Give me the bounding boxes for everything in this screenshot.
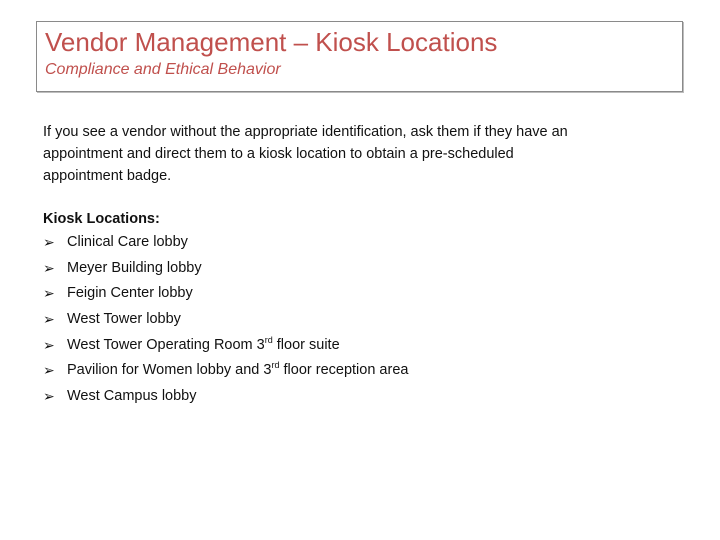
title-box [36,21,683,92]
list-item [43,231,408,257]
list-item-label: West Tower lobby [67,311,181,328]
list-item-label: Feigin Center lobby [67,285,193,302]
list-item-label-main: Pavilion for Women lobby and 3 [67,362,272,379]
ordinal-suffix: rd [271,360,280,371]
list-item-label: West Campus lobby [67,388,197,405]
intro-paragraph [43,121,683,187]
intro-line: appointment and direct them to a kiosk location to obtain a pre-scheduled [43,146,514,162]
kiosk-locations-heading: Kiosk Locations: [43,211,160,227]
arrow-bullet-icon: ➢ [43,336,55,353]
list-item-label [67,334,340,356]
list-item [43,334,408,360]
intro-line: appointment badge. [43,168,172,184]
list-item-label-rest: floor reception area [279,362,409,379]
arrow-bullet-icon: ➢ [43,285,55,302]
list-item-label: Clinical Care lobby [67,234,188,250]
arrow-bullet-icon: ➢ [43,311,55,328]
slide-title: Vendor Management – Kiosk Locations [45,27,498,57]
list-item-label-main: West Tower Operating Room 3 [67,336,265,353]
ordinal-suffix: rd [264,334,273,345]
list-item [43,257,408,283]
list-item-label-rest: floor suite [272,336,340,353]
kiosk-locations-list [43,231,408,411]
arrow-bullet-icon: ➢ [43,234,55,250]
list-item [43,359,408,385]
list-item [43,308,408,334]
arrow-bullet-icon: ➢ [43,388,55,405]
list-item [43,282,408,308]
slide-subtitle: Compliance and Ethical Behavior [45,61,281,78]
arrow-bullet-icon: ➢ [43,259,55,276]
intro-line: If you see a vendor without the appropriate identification, ask them if they have an [43,124,568,140]
list-item-label [67,359,408,381]
list-item-label: Meyer Building lobby [67,259,202,276]
arrow-bullet-icon: ➢ [43,362,55,379]
list-item [43,385,408,411]
